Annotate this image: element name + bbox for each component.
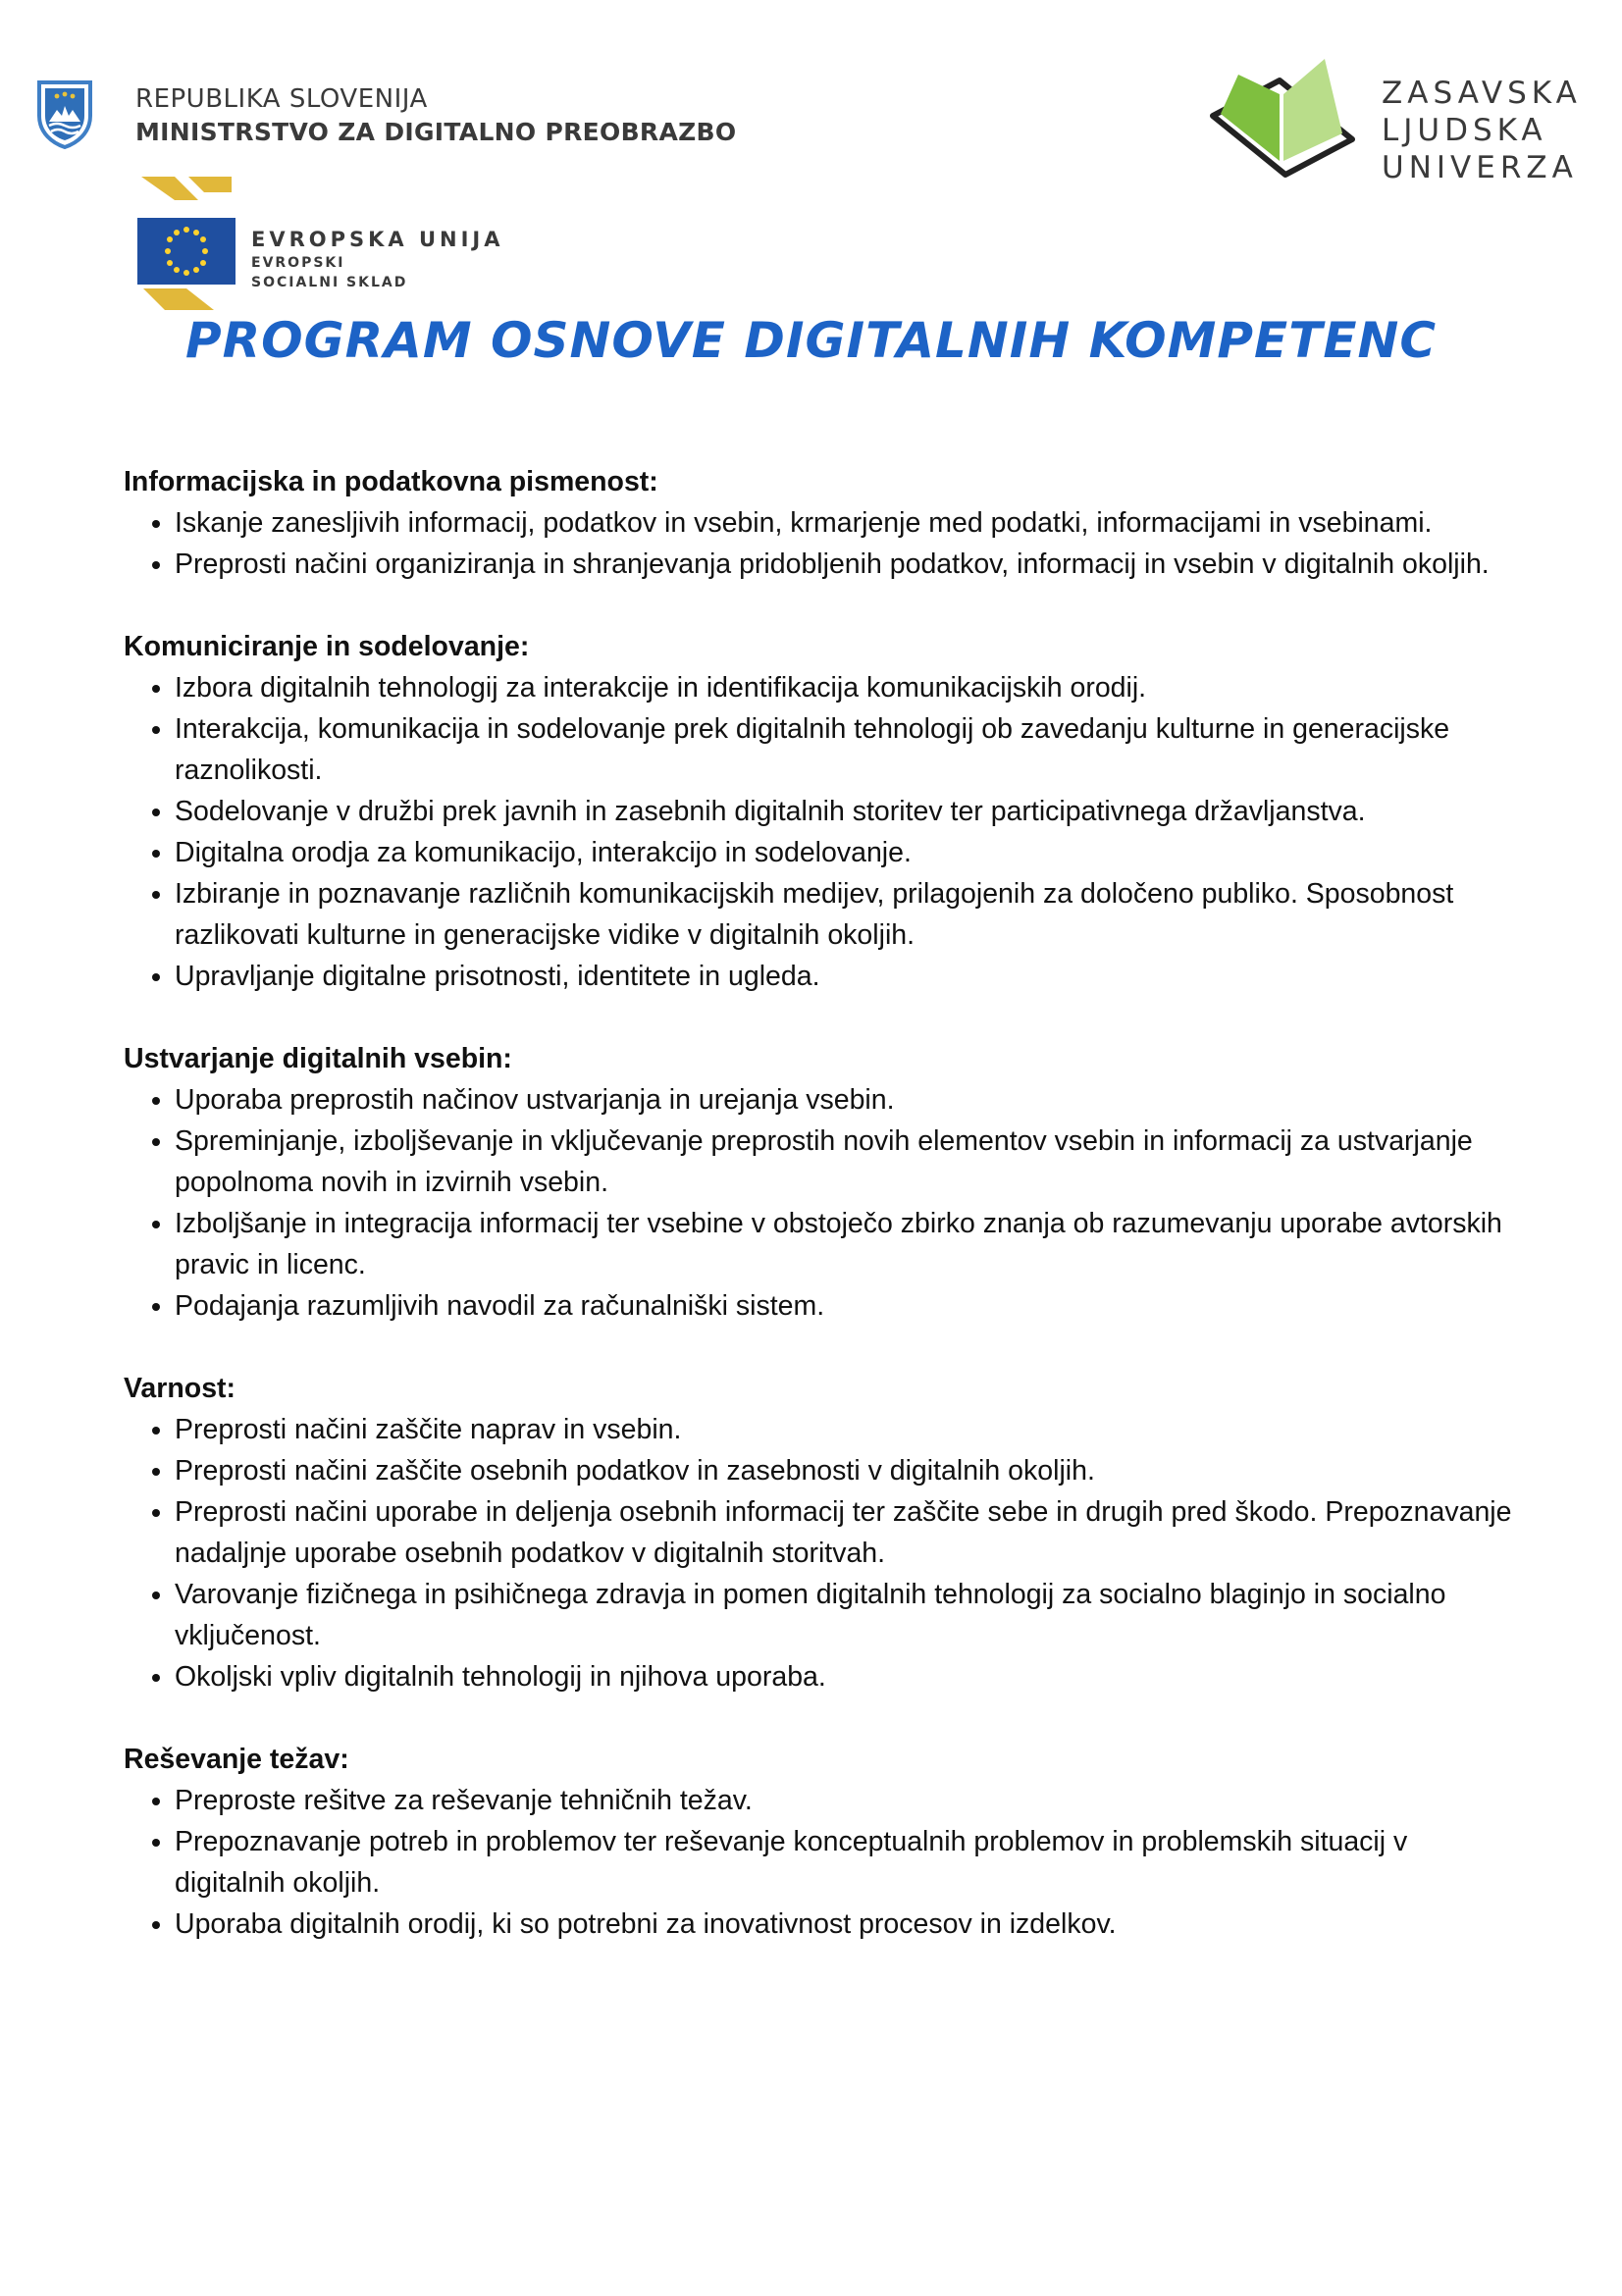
gov-line-2: MINISTRSTVO ZA DIGITALNO PREOBRAZBO <box>135 118 737 146</box>
bullet-list <box>124 1409 1517 1697</box>
zlu-name <box>1382 75 1582 186</box>
list-item: • Izbora digitalnih tehnologij za interakcije in identifikacija komunikacijskih orodij. <box>175 667 1517 708</box>
section-resevanje-tezav <box>124 1739 1517 1945</box>
section-heading: Reševanje težav: <box>124 1744 349 1775</box>
section-heading: Komuniciranje in sodelovanje: <box>124 631 530 662</box>
eu-line-3: SOCIALNI SKLAD <box>251 275 408 290</box>
bullet-list <box>124 502 1517 585</box>
list-item: • Izboljšanje in integracija informacij ter vsebine v obstoječo zbirko znanja ob razumevanju uporabe avtorskih pravic in licenc. <box>175 1203 1517 1285</box>
eu-line-1: EVROPSKA UNIJA <box>251 228 504 251</box>
bullet-list <box>124 667 1517 997</box>
section-heading: Ustvarjanje digitalnih vsebin: <box>124 1043 512 1074</box>
list-item: • Prepoznavanje potreb in problemov ter reševanje konceptualnih problemov in problemskih situacij v digitalnih okoljih. <box>175 1821 1517 1904</box>
list-item: • Sodelovanje v družbi prek javnih in zasebnih digitalnih storitev ter participativnega državljanstva. <box>175 791 1517 832</box>
eu-fund-name <box>251 226 503 292</box>
ministry-name <box>135 82 736 149</box>
list-item: • Iskanje zanesljivih informacij, podatkov in vsebin, krmarjenje med podatki, informacijami in vsebinami. <box>175 502 1517 544</box>
section-ustvarjanje-vsebin <box>124 1038 1517 1327</box>
list-item: • Varovanje fizičnega in psihičnega zdravja in pomen digitalnih tehnologij za socialno blaginjo in socialno vključenost. <box>175 1574 1517 1656</box>
list-item: • Izbiranje in poznavanje različnih komunikacijskih medijev, prilagojenih za določeno publiko. Sposobnost razlikovati kulturne in generacijske vidike v digitalnih okoljih. <box>175 873 1517 956</box>
list-item: • Preprosti načini zaščite naprav in vsebin. <box>175 1409 1517 1450</box>
slovenia-coat-of-arms-icon <box>35 78 94 149</box>
page-title: PROGRAM OSNOVE DIGITALNIH KOMPETENC <box>184 312 1438 369</box>
bullet-list <box>124 1079 1517 1327</box>
list-item: • Preprosti načini organiziranja in shranjevanja pridobljenih podatkov, informacij in vsebin v digitalnih okoljih. <box>175 544 1517 585</box>
gov-line-1: REPUBLIKA SLOVENIJA <box>135 84 428 114</box>
eu-line-2: EVROPSKI <box>251 255 345 271</box>
list-item: • Podajanja razumljivih navodil za računalniški sistem. <box>175 1285 1517 1327</box>
list-item: • Uporaba digitalnih orodij, ki so potrebni za inovativnost procesov in izdelkov. <box>175 1904 1517 1945</box>
list-item: • Preprosti načini zaščite osebnih podatkov in zasebnosti v digitalnih okoljih. <box>175 1450 1517 1491</box>
eu-flag-icon <box>135 173 237 314</box>
list-item: • Preproste rešitve za reševanje tehničnih težav. <box>175 1780 1517 1821</box>
list-item: • Uporaba preprostih načinov ustvarjanja in urejanja vsebin. <box>175 1079 1517 1121</box>
list-item: • Okoljski vpliv digitalnih tehnologij in njihova uporaba. <box>175 1656 1517 1697</box>
list-item: • Spreminjanje, izboljševanje in vključevanje preprostih novih elementov vsebin in informacij za ustvarjanje popolnoma novih in izvirnih vsebin. <box>175 1121 1517 1203</box>
list-item: • Preprosti načini uporabe in deljenja osebnih informacij ter zaščite sebe in drugih pred škodo. Prepoznavanje nadaljnje uporabe osebnih podatkov v digitalnih storitvah. <box>175 1491 1517 1574</box>
bullet-list <box>124 1780 1517 1945</box>
section-komuniciranje <box>124 626 1517 997</box>
list-item: • Digitalna orodja za komunikacijo, interakcijo in sodelovanje. <box>175 832 1517 873</box>
open-book-icon <box>1195 49 1372 196</box>
section-informacijska-pismenost <box>124 461 1517 585</box>
list-item: • Interakcija, komunikacija in sodelovanje prek digitalnih tehnologij ob zavedanju kulturne in generacijske raznolikosti. <box>175 708 1517 791</box>
content <box>124 461 1517 1986</box>
section-varnost <box>124 1368 1517 1697</box>
section-heading: Informacijska in podatkovna pismenost: <box>124 466 658 497</box>
zlu-line-2: LJUDSKA <box>1382 113 1547 148</box>
section-heading: Varnost: <box>124 1373 236 1404</box>
zlu-line-3: UNIVERZA <box>1382 150 1578 185</box>
zlu-line-1: ZASAVSKA <box>1382 76 1582 111</box>
list-item: • Upravljanje digitalne prisotnosti, identitete in ugleda. <box>175 956 1517 997</box>
